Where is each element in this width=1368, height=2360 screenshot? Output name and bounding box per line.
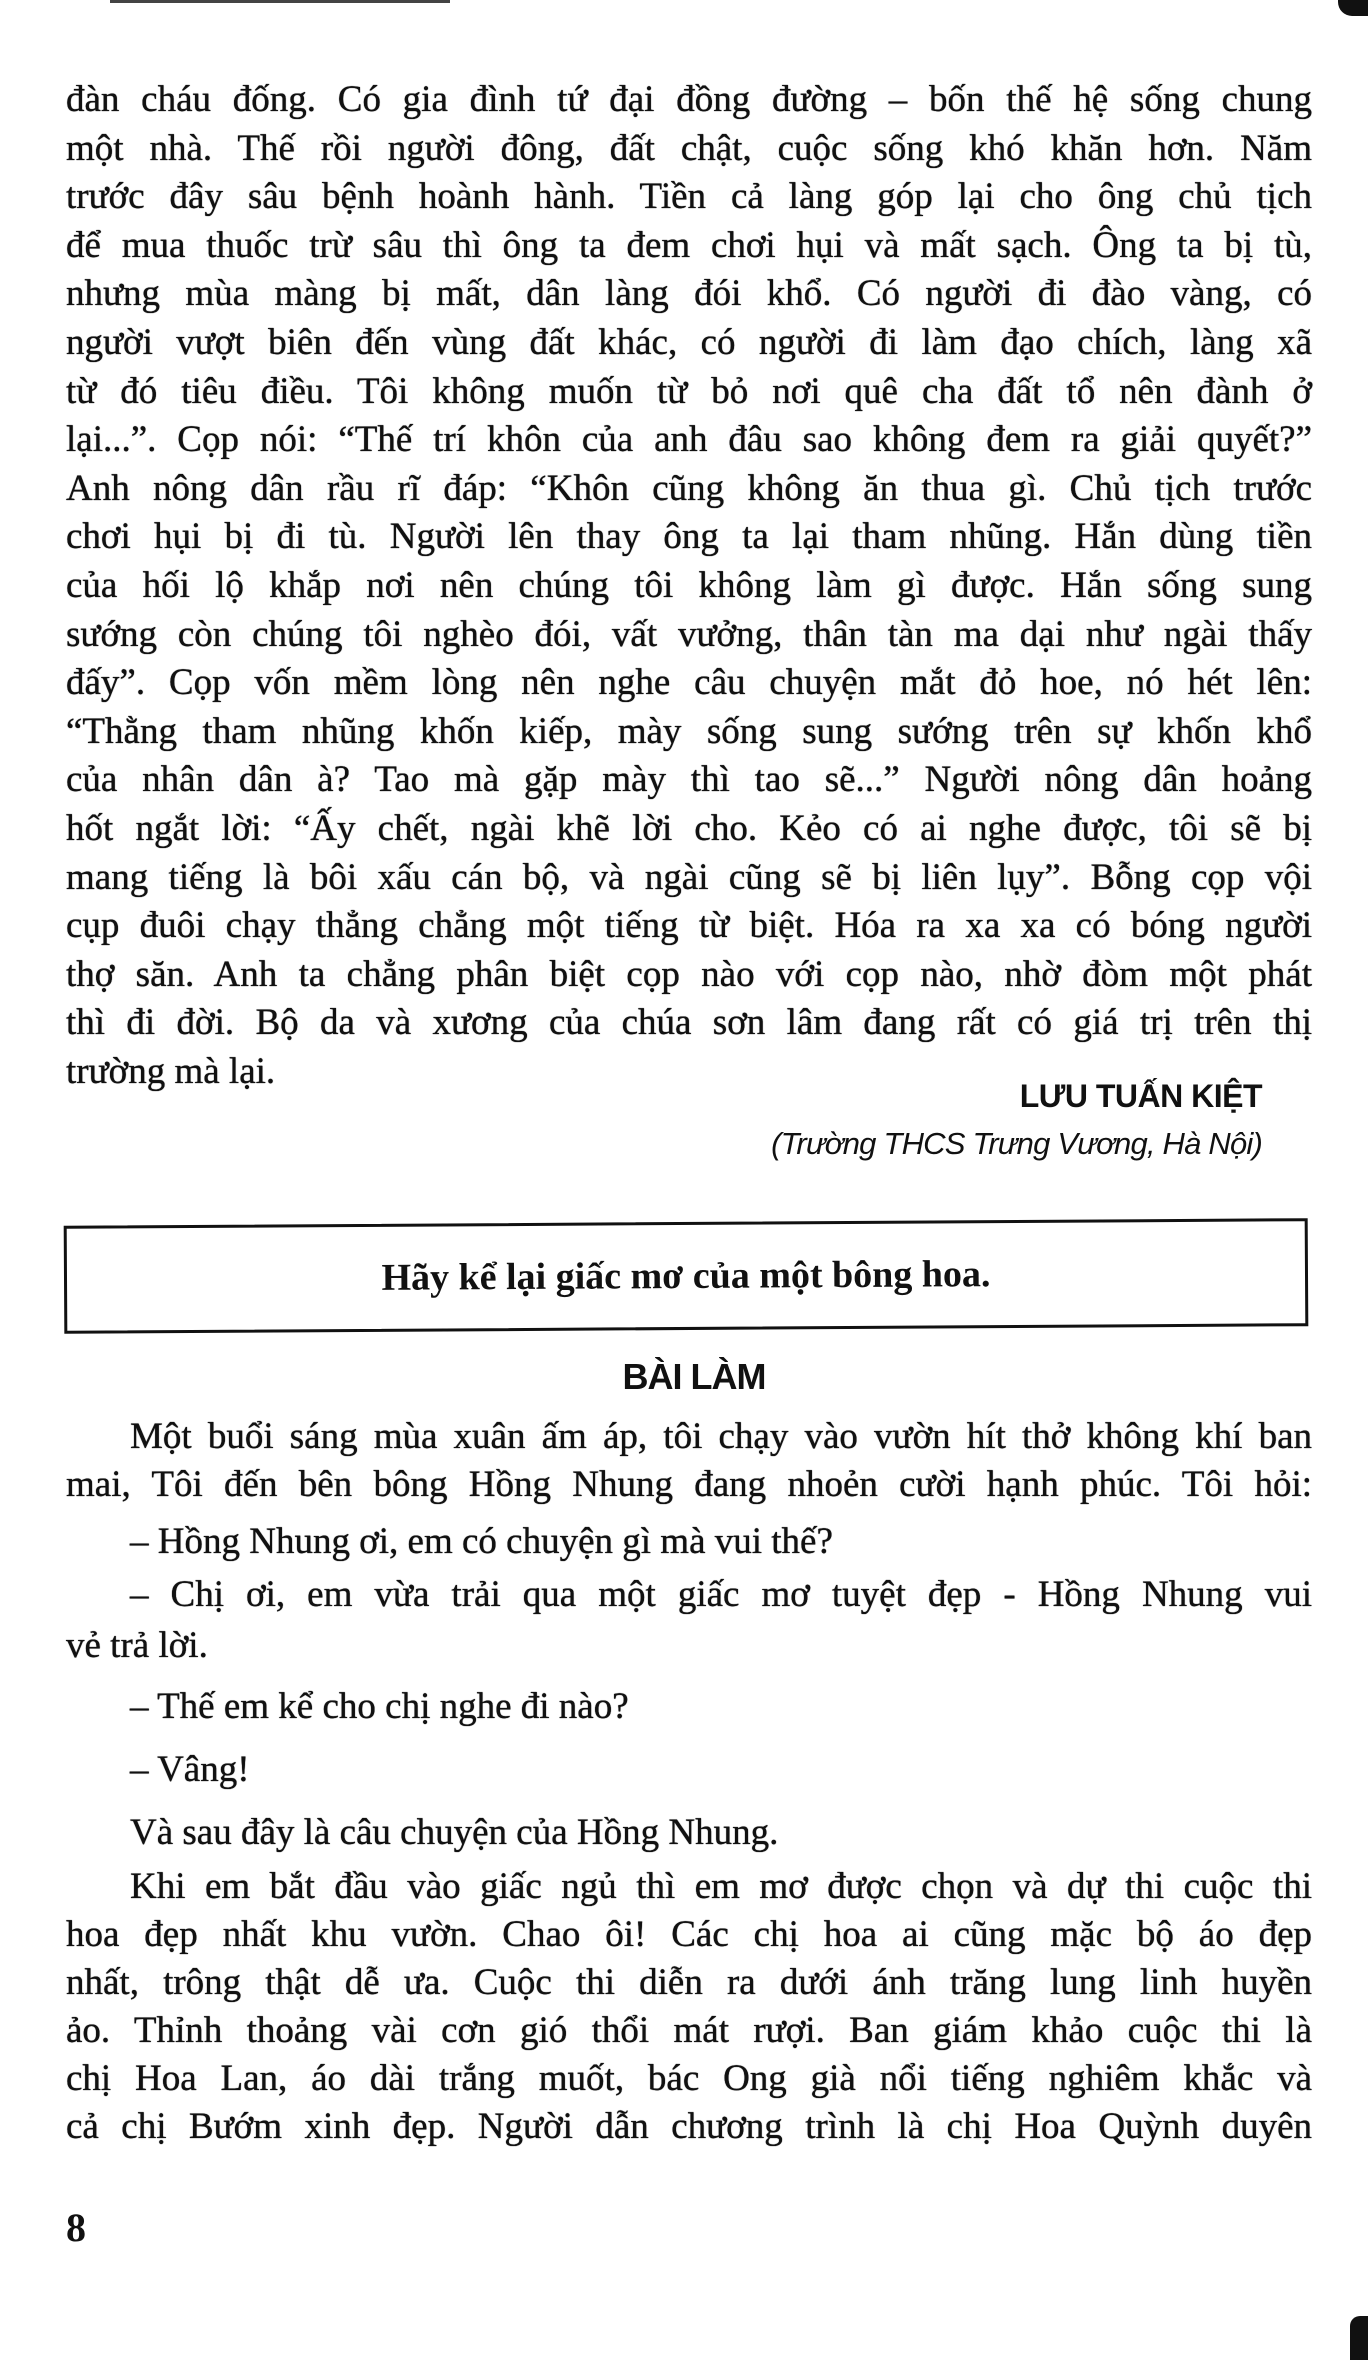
text-line: nhất, trông thật dễ ưa. Cuộc thi diễn ra dưới ánh trăng lung linh huyền [66,1962,1312,2003]
text-line: Một buổi sáng mùa xuân ấm áp, tôi chạy vào vườn hít thở không khí ban [130,1416,1312,1457]
text-line: để mua thuốc trừ sâu thì ông ta đem chơi hụi và mất sạch. Ông ta bị tù, [66,224,1312,266]
text-line: trường mà lại. [66,1051,276,1092]
prompt-box [64,1218,1309,1334]
text-line: của hối lộ khắp nơi nên chúng tôi không làm gì được. Hắn sống sung [66,565,1312,606]
text-line: Khi em bắt đầu vào giấc ngủ thì em mơ được chọn và dự thi cuộc thi [130,1866,1312,1907]
text-line: Anh nông dân rầu rĩ đáp: “Khôn cũng không ăn thua gì. Chủ tịch trước [66,467,1312,509]
top-rule [110,0,450,3]
scan-corner-mark [1350,2316,1368,2360]
text-line: hốt ngắt lời: “Ấy chết, ngài khẽ lời cho. Kẻo có ai nghe được, tôi sẽ bị [66,808,1312,849]
author-name: LƯU TUẤN KIỆT [1019,1078,1262,1114]
author-school: (Trường THCS Trưng Vương, Hà Nội) [771,1126,1262,1161]
text-line: Và sau đây là câu chuyện của Hồng Nhung. [130,1812,779,1853]
text-line: sướng còn chúng tôi nghèo đói, vất vưởng, thân tàn ma dại như ngài thấy [66,613,1312,655]
text-line: đàn cháu đống. Có gia đình tứ đại đồng đường – bốn thế hệ sống chung [66,79,1312,120]
text-line: mang tiếng là bôi xấu cán bộ, và ngài cũng sẽ bị liên lụy”. Bỗng cọp vội [66,856,1312,898]
text-line: đấy”. Cọp vốn mềm lòng nên nghe câu chuyện mắt đỏ hoe, nó hét lên: [66,662,1312,704]
text-line: mai, Tôi đến bên bông Hồng Nhung đang nhoẻn cười hạnh phúc. Tôi hỏi: [66,1464,1312,1505]
text-line: cụp đuôi chạy thẳng chẳng một tiếng từ biệt. Hóa ra xa xa có bóng người [66,905,1312,947]
text-line: – Vâng! [130,1749,250,1790]
text-line: nhưng mùa màng bị mất, dân làng đói khổ. Có người đi đào vàng, có [66,273,1312,315]
text-line: vẻ trả lời. [66,1625,208,1666]
text-line: hoa đẹp nhất khu vườn. Chao ôi! Các chị hoa ai cũng mặc bộ áo đẹp [66,1914,1312,1955]
text-line: – Chị ơi, em vừa trải qua một giấc mơ tuyệt đẹp - Hồng Nhung vui [130,1574,1312,1615]
text-line: trước đây sâu bệnh hoành hành. Tiền cả làng góp lại cho ông chủ tịch [66,176,1312,218]
text-line: cả chị Bướm xinh đẹp. Người dẫn chương trình là chị Hoa Quỳnh duyên [66,2106,1312,2147]
scan-corner-mark [1338,0,1368,16]
section-heading: BÀI LÀM [622,1356,766,1397]
text-line: chơi hụi bị đi tù. Người lên thay ông ta lại tham nhũng. Hắn dùng tiền [66,516,1312,558]
text-line: từ đó tiêu điều. Tôi không muốn từ bỏ nơi quê cha đất tổ nên đành ở [66,370,1312,412]
text-line: người vượt biên đến vùng đất khác, có người đi làm đạo chích, làng xã [66,322,1312,363]
page-number: 8 [66,2205,86,2250]
text-line: chị Hoa Lan, áo dài trắng muốt, bác Ong già nổi tiếng nghiêm khắc và [66,2058,1312,2099]
text-line: một nhà. Thế rồi người đông, đất chật, cuộc sống khó khăn hơn. Năm [66,127,1312,169]
prompt-text: Hãy kể lại giấc mơ của một bông hoa. [381,1253,991,1299]
text-line: thợ săn. Anh ta chẳng phân biệt cọp nào với cọp nào, nhờ đòm một phát [66,953,1312,995]
text-line: – Hồng Nhung ơi, em có chuyện gì mà vui thế? [130,1521,833,1562]
text-line: ảo. Thỉnh thoảng vài cơn gió thổi mát rượi. Ban giám khảo cuộc thi là [66,2010,1312,2051]
text-line: lại...”. Cọp nói: “Thế trí khôn của anh đâu sao không đem ra giải quyết?” [66,419,1312,461]
text-line: của nhân dân à? Tao mà gặp mày thì tao sẽ...” Người nông dân hoảng [66,759,1312,801]
text-line: thì đi đời. Bộ da và xương của chúa sơn lâm đang rất có giá trị trên thị [66,1002,1312,1044]
text-line: “Thằng tham nhũng khốn kiếp, mày sống sung sướng trên sự khốn khổ [66,710,1312,752]
text-line: – Thế em kể cho chị nghe đi nào? [130,1686,629,1727]
